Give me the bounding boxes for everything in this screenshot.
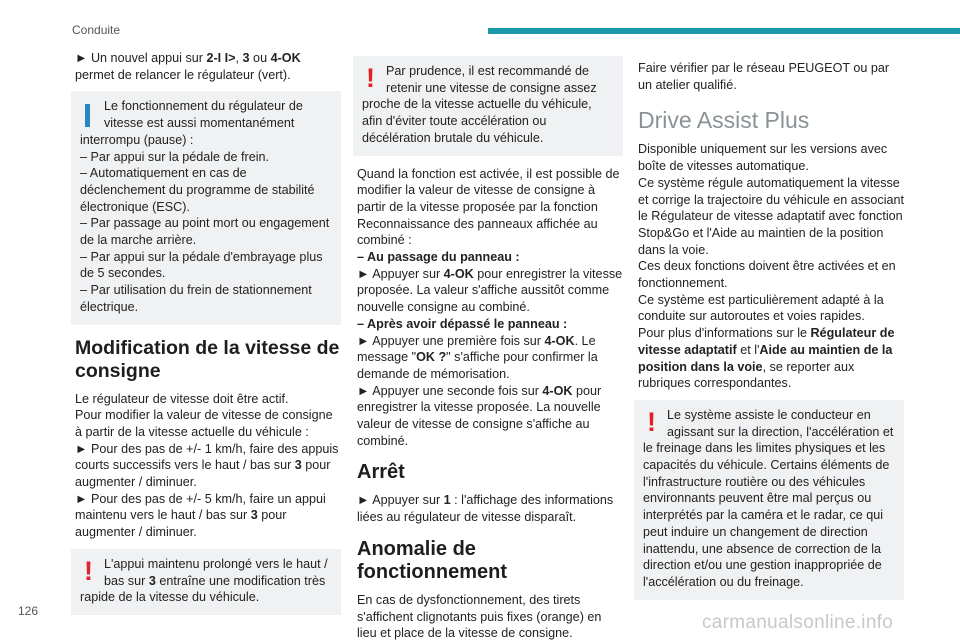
warning-box <box>353 56 623 156</box>
info-line: – Par appui sur la pédale de frein. <box>80 149 270 164</box>
step-paragraph: ► Appuyer une première fois sur 4-OK. Le message "OK ?" s'affiche pour confirmer la demande de mémorisation. <box>357 333 598 381</box>
paragraph: Ce système est particulièrement adapté à la conduite sur autoroutes et voies rapides. <box>638 292 884 324</box>
sub-heading: – Après avoir dépassé le panneau : <box>357 316 568 331</box>
info-line: – Automatiquement en cas de déclenchement du programme de stabilité électronique (ESC). <box>80 166 315 214</box>
step-paragraph: ► Appuyer sur 4-OK pour enregistrer la vitesse proposée. La valeur s'affiche aussitôt comme nouvelle consigne au combiné. <box>357 266 623 315</box>
paragraph: Disponible uniquement sur les versions avec boîte de vitesses automatique. <box>638 142 888 174</box>
paragraph: Ces deux fonctions doivent être activées et en fonctionnement. <box>638 259 896 291</box>
page-number: 126 <box>18 604 39 618</box>
watermark: carmanualsonline.info <box>702 612 894 633</box>
warning-box-rest: proche de la vitesse actuelle du véhicule, afin d'éviter toute accélération ou décélération brutale du véhicule. <box>362 97 592 145</box>
paragraph: Pour plus d'informations sur le Régulateur de vitesse adaptatif et l'Aide au maintien de la position dans la voie, se reporter aux rubriques correspondantes. <box>638 326 895 391</box>
info-line: – Par passage au point mort ou engagement de la marche arrière. <box>80 216 330 248</box>
exclamation-icon: ! <box>647 406 656 437</box>
info-bar-icon <box>85 103 90 127</box>
column-1 <box>75 50 341 625</box>
section-heading-arret: Arrêt <box>357 461 405 484</box>
info-line: interrompu (pause) : <box>80 132 194 147</box>
warning-box <box>71 549 341 615</box>
exclamation-icon: ! <box>366 63 375 93</box>
paragraph: Ce système régule automatiquement la vitesse et corrige la trajectoire du véhicule en associant le Régulateur de vitesse adaptatif avec fonction Stop&Go et l'Aide au maintien de la position dans la voie. <box>638 175 905 257</box>
step-paragraph: ► Pour des pas de +/- 1 km/h, faire des appuis courts successifs vers le haut / bas sur 3 pour augmenter / diminuer. <box>75 441 339 490</box>
warning-box-rest: rapide de la vitesse du véhicule. <box>80 590 260 605</box>
info-box <box>71 91 341 324</box>
section-heading-anomalie: Anomalie de fonctionnement <box>357 537 507 583</box>
step-paragraph: ► Pour des pas de +/- 5 km/h, faire un appui maintenu vers le haut / bas sur 3 pour augmenter / diminuer. <box>75 491 326 540</box>
intro-paragraph: ► Un nouvel appui sur 2-I I>, 3 ou 4-OK permet de relancer le régulateur (vert). <box>75 51 301 82</box>
step-paragraph: ► Appuyer sur 1 : l'affichage des informations liées au régulateur de vitesse disparaît. <box>357 493 614 525</box>
warning-box-first: Par prudence, il est recommandé de retenir une vitesse de consigne assez <box>386 64 597 95</box>
warning-box-first: L'appui maintenu prolongé vers le haut / bas sur 3 entraîne une modification très <box>104 556 328 588</box>
sub-heading: – Au passage du panneau : <box>357 250 520 265</box>
section-heading-drive-assist: Drive Assist Plus <box>638 107 810 134</box>
exclamation-icon: ! <box>84 555 93 586</box>
header-accent-bar <box>488 28 960 34</box>
section-heading: Modification de la vitesse de consigne <box>75 336 340 382</box>
paragraph: Pour modifier la valeur de vitesse de consigne à partir de la vitesse actuelle du véhicule : <box>75 408 333 439</box>
paragraph: Faire vérifier par le réseau PEUGEOT ou par un atelier qualifié. <box>638 61 890 92</box>
paragraph: Le régulateur de vitesse doit être actif. <box>75 391 289 406</box>
paragraph: Quand la fonction est activée, il est possible de modifier la valeur de vitesse de consigne à partir de la vitesse proposée par la fonction Reconnaissance des panneaux affichée au combiné : <box>357 166 620 248</box>
page-header-title: Conduite <box>72 23 121 37</box>
column-3 <box>638 50 904 610</box>
warning-box <box>634 400 904 600</box>
column-2 <box>357 50 623 642</box>
info-line: – Par appui sur la pédale d'embrayage plus de 5 secondes. <box>80 249 323 281</box>
paragraph: En cas de dysfonctionnement, des tirets s'affichent clignotants puis fixes (orange) en lieu et place de la vitesse de consigne. <box>357 592 602 641</box>
info-line: – Par utilisation du frein de stationnement électrique. <box>80 283 312 314</box>
step-paragraph: ► Appuyer une seconde fois sur 4-OK pour enregistrer la vitesse proposée. La nouvelle valeur de vitesse de consigne s'affiche au combiné. <box>357 383 602 448</box>
warning-box-first: Le système assiste le conducteur en agissant sur la direction, l'accélération et <box>667 407 894 439</box>
info-box-first: Le fonctionnement du régulateur de vitesse est aussi momentanément <box>104 99 303 131</box>
warning-box-rest: le freinage dans les limites physiques et les capacités du véhicule. Certains éléments de l'infrastructure routière ou des véhicules environnants peuvent être mal perçus ou interprétés par la caméra et le radar, ce qui peut induire un changement de direction inattendu, une absence de correction de la direction et/ou une gestion inappropriée de l'accélération ou du freinage. <box>643 441 890 589</box>
